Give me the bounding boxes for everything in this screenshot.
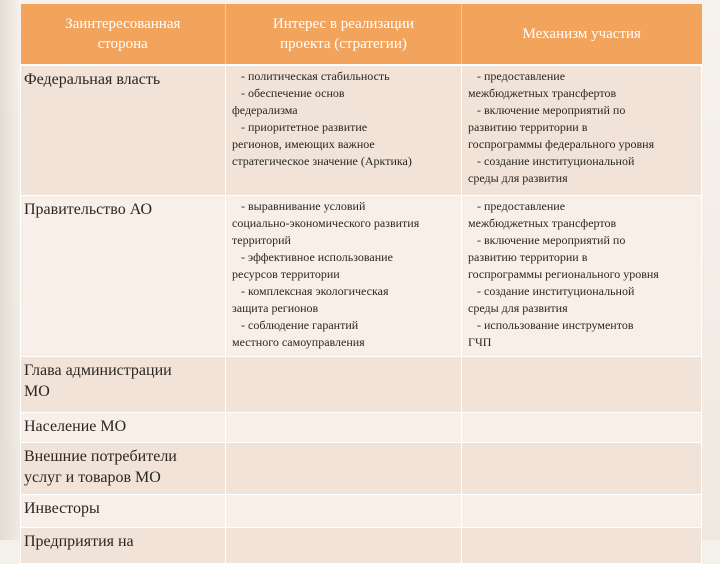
stakeholder-cell [21, 443, 226, 495]
interest-line: - комплексная экологическая [232, 284, 389, 298]
mechanism-line: ГЧП [468, 335, 492, 349]
stakeholder-cell [21, 528, 226, 564]
stakeholder-name: Предприятия на [24, 533, 134, 550]
mechanism-line: среды для развития [468, 171, 568, 185]
mechanism-line: развитию территории в [468, 250, 588, 264]
stakeholder-cell [21, 357, 226, 413]
interest-line: стратегическое значение (Арктика) [232, 154, 412, 168]
mechanism-cell [462, 495, 702, 528]
interest-cell [226, 495, 462, 528]
mechanism-line: среды для развития [468, 301, 568, 315]
stakeholder-name: Федеральная власть [24, 71, 161, 88]
slide-left-shadow [0, 0, 20, 540]
interest-cell [226, 357, 462, 413]
interest-line: - политическая стабильность [232, 69, 390, 83]
mechanism-cell [462, 65, 702, 196]
mechanism-line: - создание институциональной [468, 154, 635, 168]
table-row [21, 357, 702, 413]
interest-cell [226, 413, 462, 443]
mechanism-cell [462, 357, 702, 413]
mechanism-cell [462, 196, 702, 357]
mechanism-line: - включение мероприятий по [468, 103, 626, 117]
header-line: Интерес в реализации [272, 16, 415, 32]
header-line: проекта (стратегии) [280, 36, 407, 52]
mechanism-line: - включение мероприятий по [468, 233, 626, 247]
stakeholder-name: МО [24, 383, 50, 400]
interest-line: социально-экономического развития [232, 216, 420, 230]
interest-line: - обеспечение основ [232, 86, 345, 100]
interest-line: регионов, имеющих важное [232, 137, 375, 151]
interest-cell [226, 443, 462, 495]
mechanism-line: госпрограммы федерального уровня [468, 137, 655, 151]
interest-line: территорий [232, 233, 291, 247]
mechanism-cell [462, 528, 702, 564]
interest-cell [226, 196, 462, 357]
interest-line: защита регионов [232, 301, 319, 315]
mechanism-line: госпрограммы регионального уровня [468, 267, 659, 281]
stakeholder-cell [21, 495, 226, 528]
stakeholder-table [20, 4, 702, 564]
header-stakeholder [21, 4, 226, 65]
mechanism-cell [462, 413, 702, 443]
table-row [21, 443, 702, 495]
stakeholder-name: Глава администрации [24, 362, 172, 379]
table-row [21, 65, 702, 196]
interest-line: - эффективное использование [232, 250, 393, 264]
stakeholder-cell [21, 65, 226, 196]
mechanism-line: - предоставление [468, 199, 566, 213]
interest-line: - приоритетное развитие [232, 120, 368, 134]
mechanism-line: межбюджетных трансфертов [468, 86, 617, 100]
mechanism-line: - создание институциональной [468, 284, 635, 298]
table-row [21, 196, 702, 357]
mechanism-cell [462, 443, 702, 495]
header-interest [226, 4, 462, 65]
table-row [21, 413, 702, 443]
stakeholder-cell [21, 413, 226, 443]
stakeholder-name: услуг и товаров МО [24, 469, 161, 486]
stakeholder-name: Инвесторы [24, 500, 100, 517]
interest-cell [226, 528, 462, 564]
mechanism-line: межбюджетных трансфертов [468, 216, 617, 230]
interest-line: - соблюдение гарантий [232, 318, 359, 332]
header-line: сторона [97, 36, 148, 52]
header-line: Заинтересованная [65, 16, 181, 32]
header-line: Механизм участия [522, 26, 641, 42]
stakeholder-cell [21, 196, 226, 357]
interest-line: федерализма [232, 103, 298, 117]
mechanism-line: - предоставление [468, 69, 566, 83]
stakeholder-name: Правительство АО [24, 201, 152, 218]
stakeholder-name: Население МО [24, 418, 127, 435]
stakeholder-name: Внешние потребители [24, 448, 177, 465]
interest-cell [226, 65, 462, 196]
mechanism-line: - использование инструментов [468, 318, 634, 332]
table-row [21, 528, 702, 564]
interest-line: - выравнивание условий [232, 199, 366, 213]
table-row [21, 495, 702, 528]
interest-line: местного самоуправления [232, 335, 365, 349]
header-mechanism [462, 4, 702, 65]
header-row [21, 4, 702, 65]
interest-line: ресурсов территории [232, 267, 340, 281]
mechanism-line: развитию территории в [468, 120, 588, 134]
